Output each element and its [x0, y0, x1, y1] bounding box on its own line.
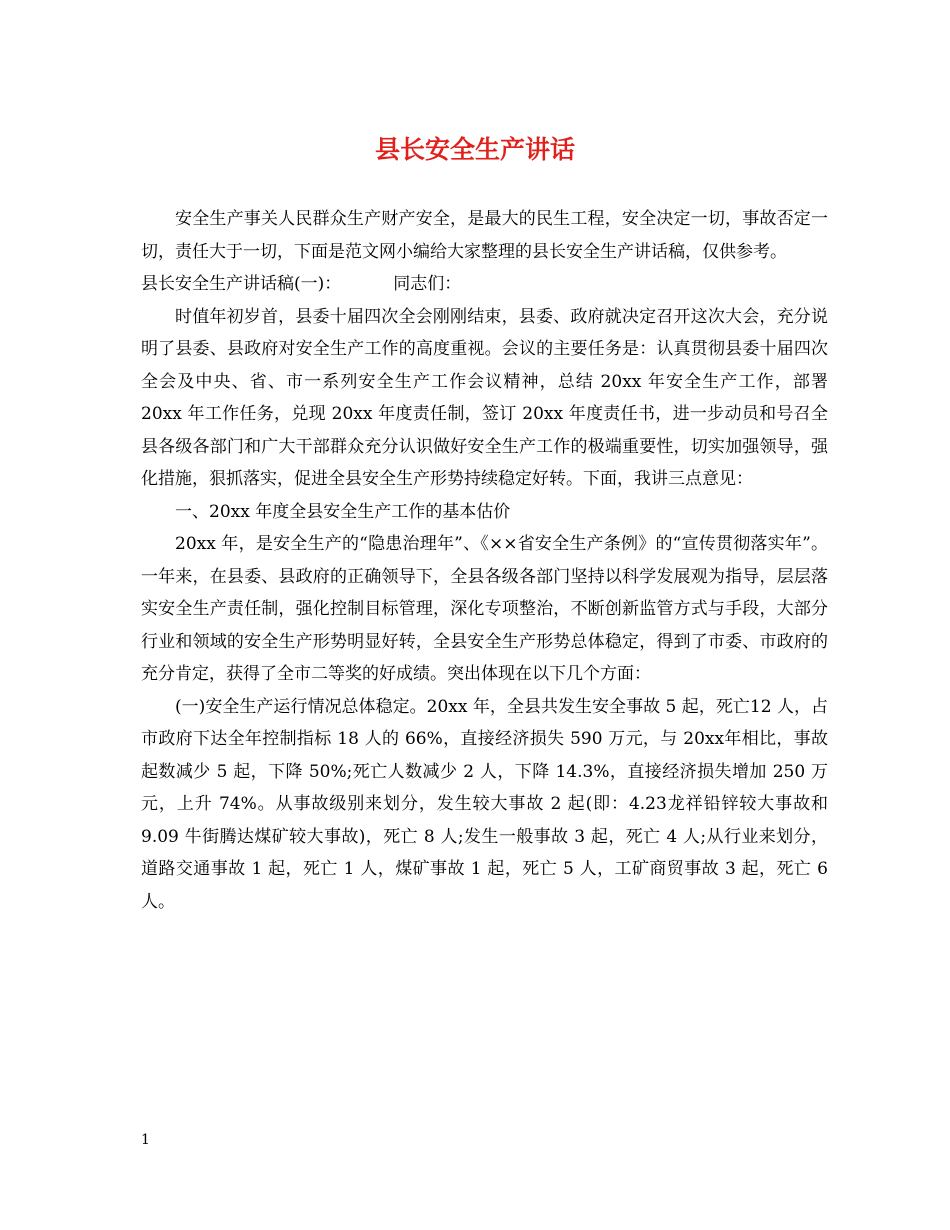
intro-paragraph: 安全生产事关人民群众生产财产安全，是最大的民生工程，安全决定一切，事故否定一切，责任大于一切，下面是范文网小编给大家整理的县长安全生产讲话稿，仅供参考。 [141, 209, 828, 262]
statistics-paragraph: (一)安全生产运行情况总体稳定。20xx 年，全县共发生安全事故 5 起，死亡12 人，占市政府下达全年控制指标 18 人的 66%，直接经济损失 590 万元，与 20xx年相比，事故起数减少 5 起，下降 50%;死亡人数减少 2 人，下降 14.3%，直接经济损失增加 250 万元，上升 74%。从事故级别来划分，发生较大事故 2 起(即：4.23龙祥铅锌较大事故和 9.09 牛街腾达煤矿较大事故)，死亡 8 人;发生一般事故 3 起，死亡 4 人;从行业来划分，道路交通事故 1 起，死亡 1 人，煤矿事故 1 起，死亡 5 人，工矿商贸事故 3 起，死亡 6 人。 [141, 696, 828, 912]
speech-heading-label: 县长安全生产讲话稿(一)： [141, 274, 342, 294]
document-body [141, 203, 828, 918]
section-heading: 一、20xx 年度全县安全生产工作的基本估价 [175, 501, 511, 522]
opening-paragraph: 时值年初岁首，县委十届四次全会刚刚结束，县委、政府就决定召开这次大会，充分说明了县委、县政府对安全生产工作的高度重视。会议的主要任务是：认真贯彻县委十届四次全会及中央、省、市一系列安全生产工作会议精神，总结 20xx 年安全生产工作，部署 20xx 年工作任务，兑现 20xx 年度责任制，签订 20xx 年度责任书，进一步动员和号召全县各级各部门和广大干部群众充分认识做好安全生产工作的极端重要性，切实加强领导，强化措施，狠抓落实，促进全县安全生产形势持续稳定好转。下面，我讲三点意见： [141, 306, 828, 489]
document-title: 县长安全生产讲话 [374, 135, 575, 164]
page-number: 1 [141, 1132, 150, 1148]
heading-line [141, 268, 828, 301]
assessment-paragraph: 20xx 年，是安全生产的“隐患治理年”、《××省安全生产条例》的“宣传贯彻落实年”。一年来，在县委、县政府的正确领导下，全县各级各部门坚持以科学发展观为指导，层层落实安全生产责任制，强化控制目标管理，深化专项整治，不断创新监管方式与手段，大部分行业和领域的安全生产形势明显好转，全县安全生产形势总体稳定，得到了市委、市政府的充分肯定，获得了全市二等奖的好成绩。突出体现在以下几个方面： [141, 534, 828, 684]
salutation: 同志们： [393, 274, 462, 294]
